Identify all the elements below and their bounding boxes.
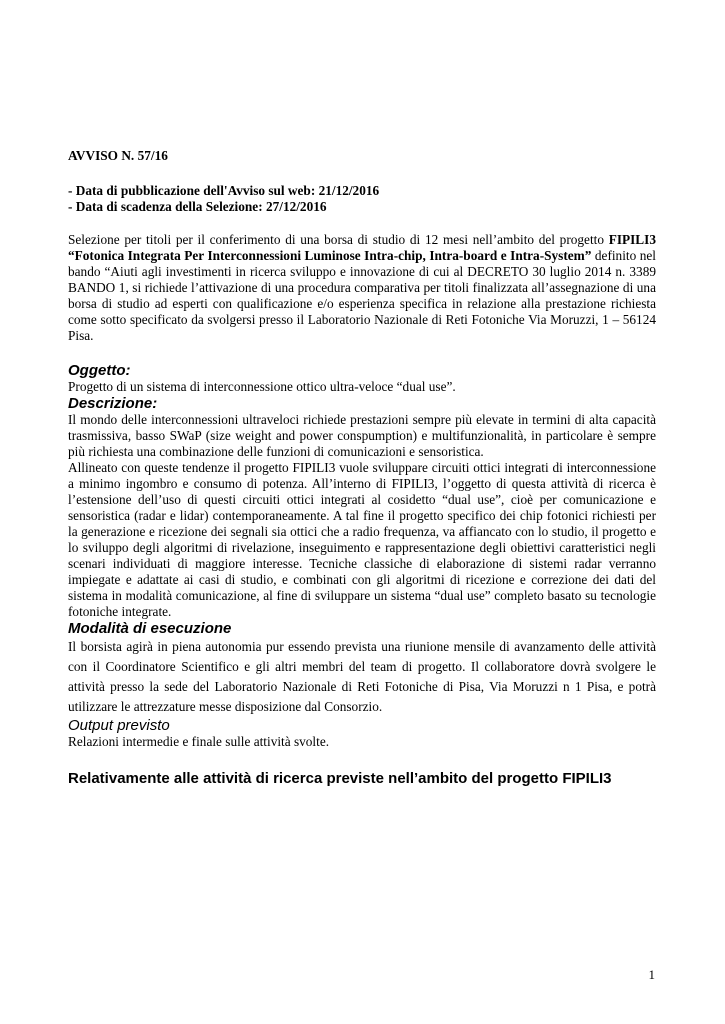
descrizione-heading: Descrizione: xyxy=(68,395,158,412)
output-heading: Output previsto xyxy=(68,717,170,734)
intro-paragraph xyxy=(68,232,656,344)
intro-text-2: definito nel bando “Aiuti agli investimenti in ricerca sviluppo e innovazione di cui al DECRETO 30 luglio 2014 n. 3389 BANDO 1, si richiede l’attivazione di una procedura comparativa per titoli finalizzata all’assegnazione di una borsa di studio ad esperti con qualificazione e/o esperienza specifica in relazione alla prestazione richiesta come sotto specificato da svolgersi presso il Laboratorio Nazionale di Reti Fotoniche Via Moruzzi, 1 – 56124 Pisa. xyxy=(68,248,656,343)
notice-title: AVVISO N. 57/16 xyxy=(68,148,168,163)
publication-date: - Data di pubblicazione dell'Avviso sul web: 21/12/2016 xyxy=(68,183,380,198)
descrizione-paragraph-2: Allineato con queste tendenze il progetto FIPILI3 vuole sviluppare circuiti ottici integrati di interconnessione a minimo ingombro e consumo di potenza. All’interno di FIPILI3, l’oggetto di questa attività di ricerca è l’estensione dell’uso di questi circuiti ottici integrati al cosidetto “dual use”, cioè per comunicazione e sensoristica (radar e lidar) contemporaneamente. A tal fine il progetto specifico dei chip fotonici richiesti per la generazione e ricezione dei segnali sia ottici che a radio frequenza, va affiancato con lo studio, il progetto e lo sviluppo degli algoritmi di rivelazione, inseguimento e rappresentazione degli obiettivi caratteristici negli scenari individuati di maggiore interesse. Tecniche classiche di elaborazione di sistemi radar verranno impiegate e adattate ai casi di studio, e combinati con gli algoritmi di ricezione e correzione dei dati del sistema in modalità comunicazione, al fine di sviluppare un sistema “dual use” completo basato su tecnologie fotoniche integrate. xyxy=(68,460,656,619)
final-heading: Relativamente alle attività di ricerca previste nell’ambito del progetto FIPILI3 xyxy=(68,770,612,787)
modalita-text: Il borsista agirà in piena autonomia pur essendo prevista una riunione mensile di avanzamento delle attività con il Coordinatore Scientifico e gli altri membri del team di progetto. Il collaboratore dovrà svolgere le attività presso la sede del Laboratorio Nazionale di Reti Fotoniche di Pisa, Via Moruzzi n 1 Pisa, e potrà utilizzare le attrezzature messe disposizione dal Consorzio. xyxy=(68,639,656,714)
expiry-date: - Data di scadenza della Selezione: 27/12/2016 xyxy=(68,199,327,214)
descrizione-paragraph-1: Il mondo delle interconnessioni ultraveloci richiede prestazioni sempre più elevate in termini di alta capacità trasmissiva, basso SWaP (size weight and power conspumption) e multifunzionalità, in particolare è sempre più richiesta una combinazione delle funzioni di comunicazioni e sensoristica. xyxy=(68,412,656,459)
intro-text-1: Selezione per titoli per il conferimento di una borsa di studio di 12 mesi nell’ambito del progetto xyxy=(68,232,609,247)
notice-dates xyxy=(68,183,656,215)
project-code: FIPILI3 xyxy=(608,232,656,247)
oggetto-heading: Oggetto: xyxy=(68,362,131,379)
output-text: Relazioni intermedie e finale sulle attività svolte. xyxy=(68,734,330,749)
project-full-name: “Fotonica Integrata Per Interconnessioni Luminose Intra-chip, Intra-board e Intra-System” xyxy=(68,248,592,263)
modalita-heading: Modalità di esecuzione xyxy=(68,620,232,637)
page-number: 1 xyxy=(648,967,655,982)
oggetto-text: Progetto di un sistema di interconnessione ottico ultra-veloce “dual use”. xyxy=(68,379,456,394)
document-page xyxy=(68,148,656,787)
